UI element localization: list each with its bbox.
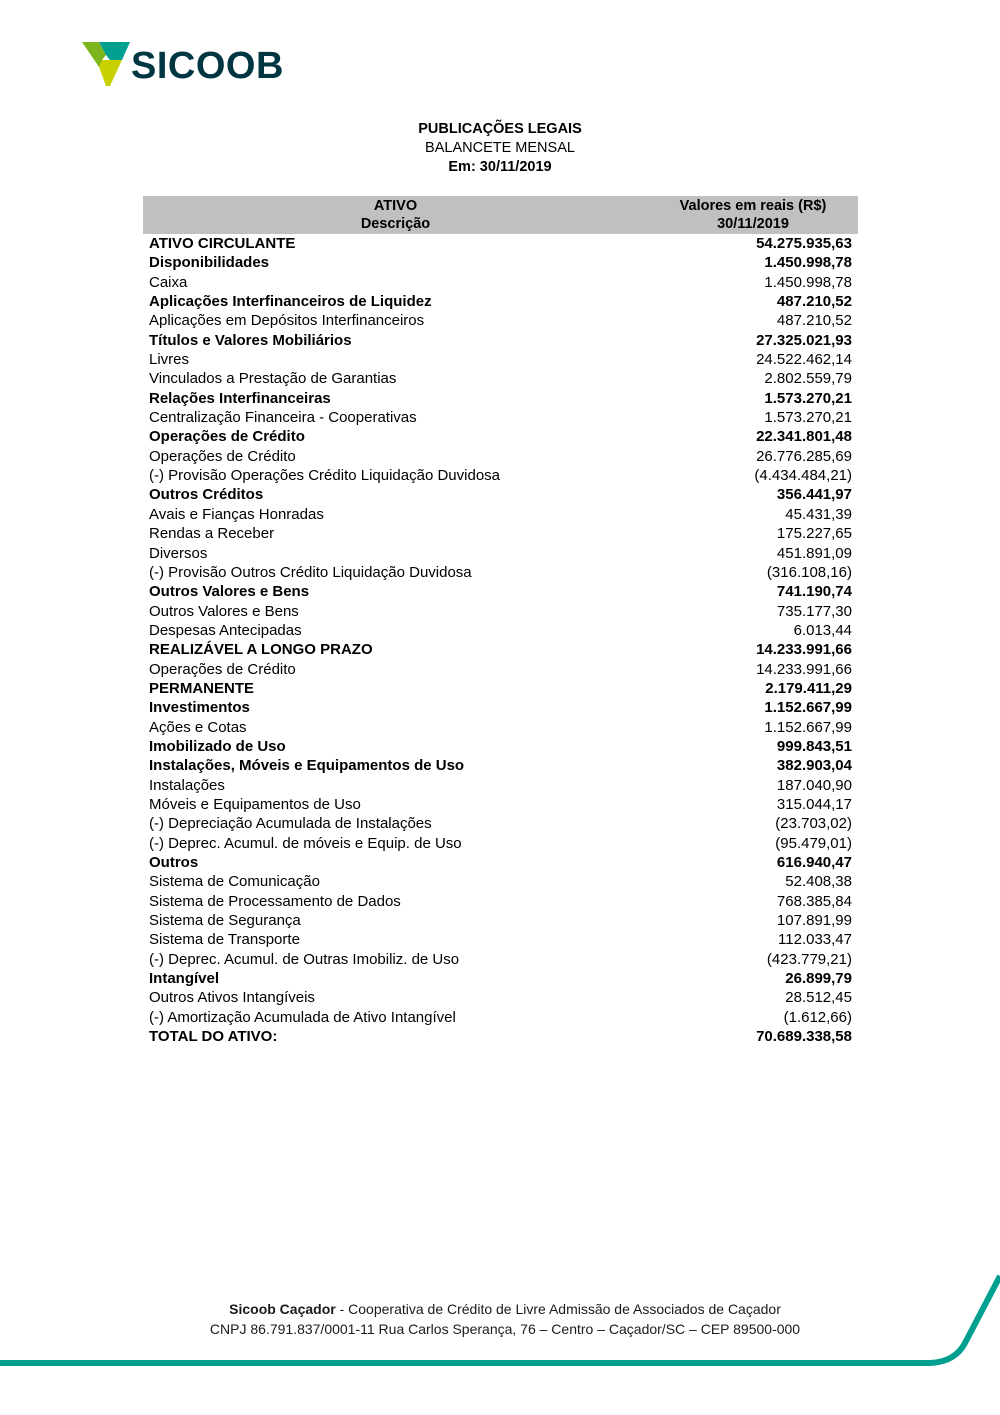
row-value: 487.210,52 [776,293,852,311]
sicoob-wordmark: SICOOB [131,45,284,87]
table-row [149,505,852,524]
header-description [143,197,648,233]
table-row [149,350,852,369]
header-descricao-label: Descrição [360,216,431,232]
row-value: 14.233.991,66 [756,660,852,678]
row-description: Móveis e Equipamentos de Uso [149,795,361,813]
row-value: 2.179.411,29 [765,679,852,697]
table-row [149,466,852,485]
row-value: 28.512,45 [785,989,852,1007]
row-description: REALIZÁVEL A LONGO PRAZO [149,641,373,659]
row-value: 487.210,52 [776,312,852,330]
row-value: 27.325.021,93 [756,331,852,349]
table-row [149,930,852,949]
table-row [149,621,852,640]
row-value: 616.940,47 [776,854,852,871]
row-description: Operações de Crédito [149,660,296,678]
row-value: 768.385,84 [776,892,852,910]
table-row [149,776,852,795]
table-row-group [149,485,852,504]
row-description: Sistema de Comunicação [149,873,320,891]
table-row-group [149,756,852,775]
table-row-group [149,969,852,988]
row-description: Investimentos [149,699,250,717]
row-description: Diversos [149,544,208,562]
row-value: 112.033,47 [778,931,852,949]
table-row-group [149,582,852,601]
row-value: 382.903,04 [776,757,852,775]
row-description: Instalações [149,776,225,794]
table-row [149,814,852,833]
row-value: 22.341.801,48 [756,428,852,446]
row-value: 1.152.667,99 [764,718,852,736]
row-value: 735.177,30 [776,602,852,620]
row-description: (-) Deprec. Acumul. de Outras Imobiliz. de Uso [149,950,460,968]
row-value: 107.891,99 [776,912,852,930]
table-row [149,795,852,814]
table-row [149,872,852,891]
row-description: Relações Interfinanceiras [149,389,331,407]
row-description: Vinculados a Prestação de Garantias [149,370,397,388]
row-value: 14.233.991,66 [756,641,852,659]
row-description: Ações e Cotas [149,718,247,736]
row-description: Livres [149,351,190,369]
row-description: (-) Provisão Outros Crédito Liquidação Duvidosa [149,563,472,581]
row-value: 1.573.270,21 [764,409,852,427]
table-row-group [149,698,852,717]
row-value: (423.779,21) [766,950,852,968]
row-description: Sistema de Processamento de Dados [149,892,401,910]
row-description: ATIVO CIRCULANTE [149,235,296,252]
row-description: Outros Valores e Bens [149,583,310,601]
header-date-label: 30/11/2019 [717,216,789,232]
row-description: Instalações, Móveis e Equipamentos de Uso [149,757,465,775]
table-row-group [149,253,852,272]
row-value: 1.450.998,78 [764,254,852,272]
header-values [648,197,858,233]
row-description: Avais e Fianças Honradas [149,505,324,523]
heading-subtitle: BALANCETE MENSAL [425,140,575,156]
table-row [149,563,852,582]
table-row-group [149,331,852,350]
row-description: Intangível [149,970,220,988]
row-value: 24.522.462,14 [756,351,852,369]
row-value: 175.227,65 [776,525,852,543]
table-row [149,911,852,930]
row-value: 52.408,38 [785,873,852,891]
row-value: 315.044,17 [776,795,852,813]
table-row [149,311,852,330]
table-row [149,834,852,853]
row-description: (-) Amortização Acumulada de Ativo Intangível [149,1008,456,1026]
table-row [149,892,852,911]
row-value: 999.843,51 [776,737,852,755]
table-row [149,408,852,427]
row-value: 26.899,79 [785,970,852,988]
row-value: (95.479,01) [775,834,852,852]
row-description: Aplicações em Depósitos Interfinanceiros [149,312,425,330]
table-row [149,1008,852,1027]
header-ativo-label: ATIVO [373,198,418,214]
footer-org-desc: - Cooperativa de Crédito de Livre Admissão de Associados de Caçador [335,1301,781,1317]
table-row-group [149,427,852,446]
table-header [143,196,858,234]
header-valores-label: Valores em reais (R$) [679,198,827,214]
row-value: 1.152.667,99 [764,699,852,717]
table-row [149,950,852,969]
table-row [149,524,852,543]
table-row-group [149,389,852,408]
balance-table-body [149,234,852,1046]
table-row [149,602,852,621]
table-row-group [149,1027,852,1046]
row-value: 70.689.338,58 [756,1028,852,1046]
row-description: Operações de Crédito [149,428,305,446]
row-description: PERMANENTE [149,679,255,697]
row-description: Rendas a Receber [149,525,275,543]
heading-title: PUBLICAÇÕES LEGAIS [418,121,582,137]
table-row [149,447,852,466]
row-description: Outros Créditos [149,486,264,504]
row-description: TOTAL DO ATIVO: [149,1028,278,1046]
footer-address: CNPJ 86.791.837/0001-11 Rua Carlos Sperança, 76 – Centro – Caçador/SC – CEP 89500-000 [209,1321,801,1337]
row-value: 6.013,44 [793,621,852,639]
row-description: (-) Provisão Operações Crédito Liquidação Duvidosa [149,467,501,485]
row-value: (4.434.484,21) [754,467,852,485]
row-value: 741.190,74 [776,583,852,601]
row-value: 54.275.935,63 [756,235,852,252]
table-row-group [149,292,852,311]
row-value: 26.776.285,69 [756,447,852,465]
table-row [149,988,852,1007]
row-description: Operações de Crédito [149,447,296,465]
sicoob-logo [82,42,292,90]
row-description: Outros Valores e Bens [149,602,299,620]
row-description: (-) Depreciação Acumulada de Instalações [149,815,432,833]
row-value: (1.612,66) [783,1008,852,1026]
row-description: Outros Ativos Intangíveis [149,989,315,1007]
row-description: Títulos e Valores Mobiliários [149,331,352,349]
row-description: Sistema de Transporte [149,931,300,949]
table-row [149,544,852,563]
row-value: 356.441,97 [776,486,852,504]
row-description: Caixa [149,273,188,291]
table-row-group [149,679,852,698]
table-row-group [149,640,852,659]
row-value: 451.891,09 [776,544,852,562]
table-row-group [149,737,852,756]
table-row [149,718,852,737]
table-row-group [149,234,852,253]
table-row [149,660,852,679]
row-value: (316.108,16) [766,563,852,581]
row-description: Imobilizado de Uso [149,737,286,755]
footer-curve-line [0,1260,1000,1380]
row-description: (-) Deprec. Acumul. de móveis e Equip. de Uso [149,834,462,852]
footer-org-name: Sicoob Caçador [229,1301,336,1317]
table-row [149,273,852,292]
row-value: 45.431,39 [785,505,852,523]
row-description: Aplicações Interfinanceiros de Liquidez [149,293,432,311]
row-value: 1.573.270,21 [764,389,852,407]
row-description: Centralização Financeira - Cooperativas [149,409,417,427]
row-value: 187.040,90 [776,776,852,794]
document-heading [0,120,1000,177]
row-description: Disponibilidades [149,254,270,272]
sicoob-triangle-icon [82,42,130,88]
table-row-group [149,853,852,872]
heading-date: Em: 30/11/2019 [448,159,552,175]
row-value: 2.802.559,79 [764,370,852,388]
row-value: (23.703,02) [775,815,852,833]
row-description: Sistema de Segurança [149,912,301,930]
row-description: Despesas Antecipadas [149,621,302,639]
row-description: Outros [149,854,199,871]
table-row [149,369,852,388]
row-value: 1.450.998,78 [764,273,852,291]
